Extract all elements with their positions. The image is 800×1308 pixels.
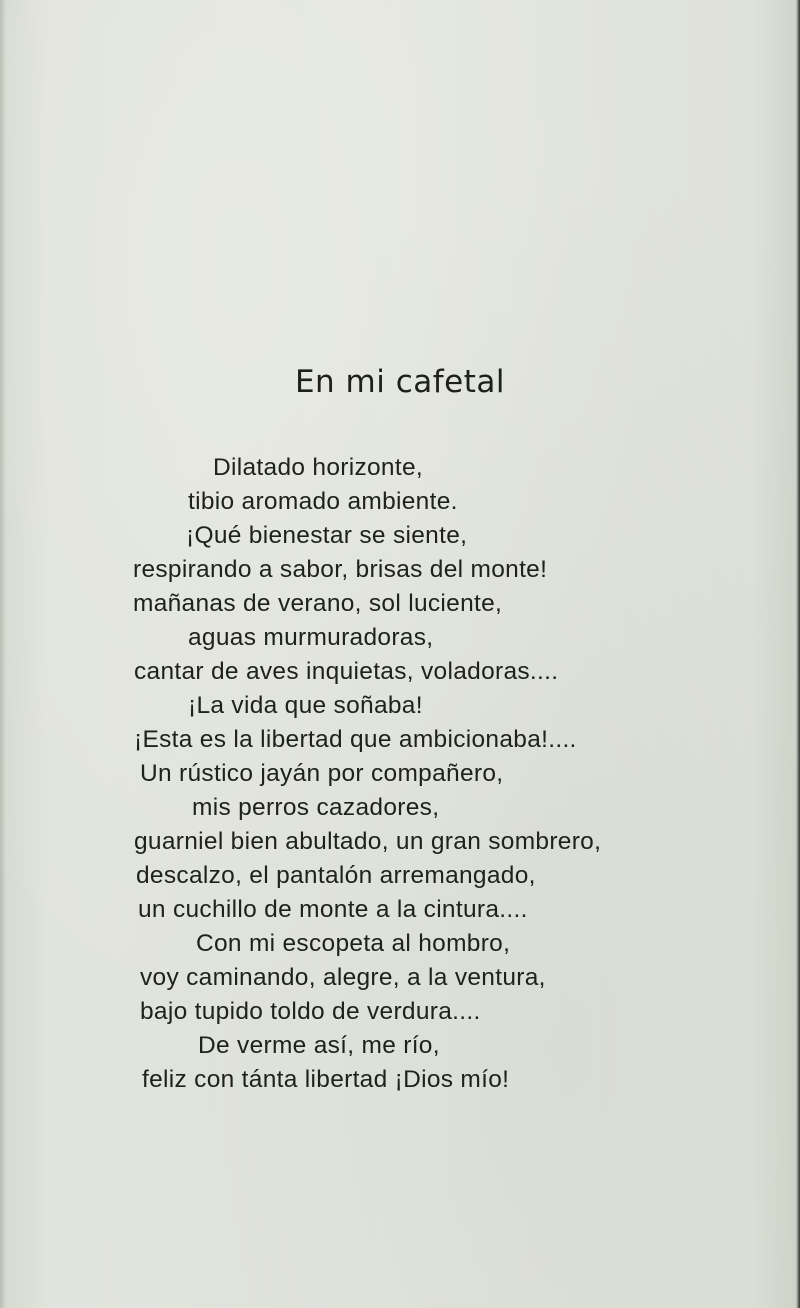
poem-line: Con mi escopeta al hombro, — [196, 930, 511, 957]
poem-line: mañanas de verano, sol luciente, — [133, 590, 503, 617]
poem-line: Un rústico jayán por compañero, — [140, 760, 504, 787]
poem-line: ¡La vida que soñaba! — [188, 692, 423, 719]
poem-line: un cuchillo de monte a la cintura.... — [138, 896, 528, 923]
poem-line: feliz con tánta libertad ¡Dios mío! — [142, 1066, 510, 1093]
page-gutter-shadow — [0, 0, 6, 1308]
poem-line: voy caminando, alegre, a la ventura, — [140, 964, 546, 991]
poem-line: guarniel bien abultado, un gran sombrero, — [134, 828, 602, 855]
poem-line: respirando a sabor, brisas del monte! — [133, 556, 548, 583]
poem-line: ¡Qué bienestar se siente, — [186, 522, 468, 549]
poem-line: bajo tupido toldo de verdura.... — [140, 998, 481, 1025]
poem-title: En mi cafetal — [294, 364, 506, 400]
poem-line: cantar de aves inquietas, voladoras.... — [134, 658, 559, 685]
poem-line: ¡Esta es la libertad que ambicionaba!.... — [134, 726, 577, 753]
poem-line: Dilatado horizonte, — [213, 454, 423, 481]
poem-line: descalzo, el pantalón arremangado, — [136, 862, 536, 889]
poem-line: De verme así, me río, — [198, 1032, 440, 1059]
poem-line: aguas murmuradoras, — [188, 624, 434, 651]
page-edge-shadow — [796, 0, 800, 1308]
poem-line: tibio aromado ambiente. — [188, 488, 458, 515]
poem-line: mis perros cazadores, — [192, 794, 440, 821]
